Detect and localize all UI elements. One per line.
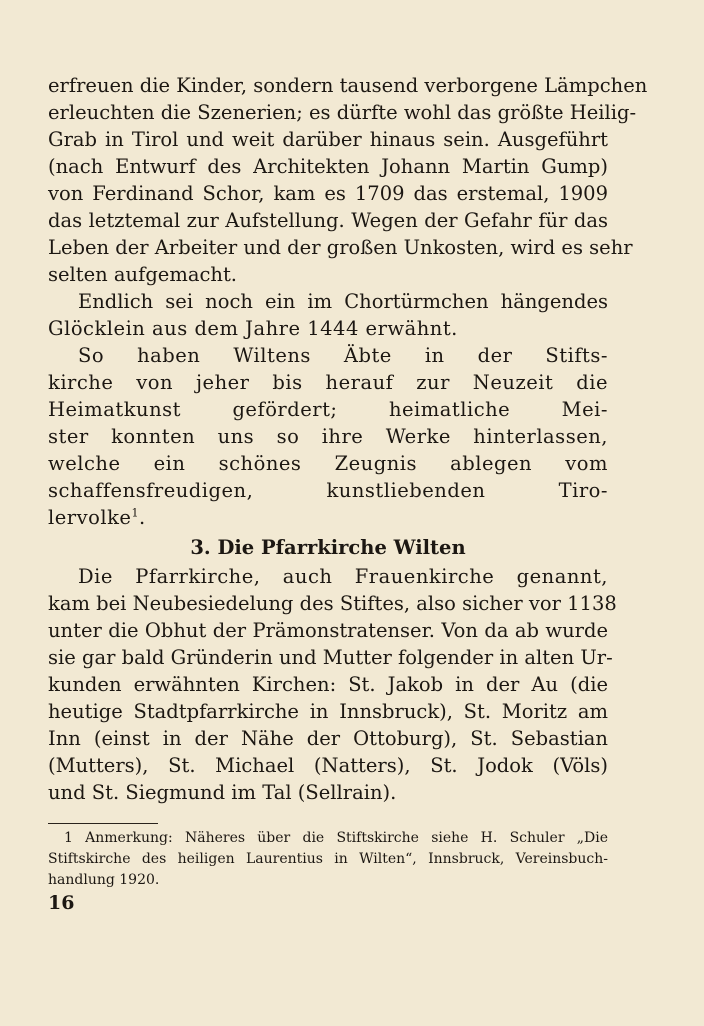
text-line: Glöcklein aus dem Jahre 1444 erwähnt. (48, 317, 458, 340)
text-line: kirche von jeher bis herauf zur Neuzeit die (48, 371, 608, 394)
text-line: So haben Wiltens Äbte in der Stifts- (78, 344, 608, 367)
section-heading: 3. Die Pfarrkirche Wilten (190, 536, 466, 559)
page-number: 16 (48, 892, 75, 914)
text-line-with-footnote: lervolke$^1$. (48, 506, 146, 529)
text-line: kunden erwähnten Kirchen: St. Jakob in der Au (die (48, 673, 608, 696)
text-line: Leben der Arbeiter und der großen Unkosten, wird es sehr (48, 236, 633, 259)
body-text (48, 72, 648, 806)
text-line: sie gar bald Gründerin und Mutter folgender in alten Ur- (48, 646, 613, 669)
text-line: Grab in Tirol und weit darüber hinaus sein. Ausgeführt (48, 128, 608, 151)
text-line: Die Pfarrkirche, auch Frauenkirche genannt, (78, 565, 608, 588)
text-line: unter die Obhut der Prämonstratenser. Von da ab wurde (48, 619, 608, 642)
text-line: ster konnten uns so ihre Werke hinterlassen, (48, 425, 608, 448)
footnote-marker: 1 (131, 506, 139, 520)
text-line: Heimatkunst gefördert; heimatliche Mei- (48, 398, 608, 421)
footnote (48, 828, 608, 891)
text-line: welche ein schönes Zeugnis ablegen vom (48, 452, 608, 475)
text-line: Endlich sei noch ein im Chortürmchen hängendes (78, 290, 608, 313)
text-line: erfreuen die Kinder, sondern tausend verborgene Lämpchen (48, 74, 648, 97)
footnote-line: Stiftskirche des heiligen Laurentius in Wilten“, Innsbruck, Vereinsbuch- (48, 851, 608, 867)
footnote-line: handlung 1920. (48, 872, 160, 888)
text-line: und St. Siegmund im Tal (Sellrain). (48, 781, 397, 804)
text-line: erleuchten die Szenerien; es dürfte wohl das größte Heilig- (48, 101, 637, 124)
text-line: (nach Entwurf des Architekten Johann Martin Gump) (48, 155, 608, 178)
text-line: das letztemal zur Aufstellung. Wegen der Gefahr für das (48, 209, 608, 232)
text-line: heutige Stadtpfarrkirche in Innsbruck), St. Moritz am (48, 700, 608, 723)
text-line: kam bei Neubesiedelung des Stiftes, also sicher vor 1138 (48, 592, 617, 615)
text-line: schaffensfreudigen, kunstliebenden Tiro- (48, 479, 608, 502)
text-line: Inn (einst in der Nähe der Ottoburg), St. Sebastian (48, 727, 608, 750)
text-line: (Mutters), St. Michael (Natters), St. Jodok (Völs) (48, 754, 608, 777)
text-line: von Ferdinand Schor, kam es 1709 das erstemal, 1909 (48, 182, 608, 205)
text-line: lervolke (48, 506, 132, 529)
footnote-rule (48, 823, 158, 824)
text-line: selten aufgemacht. (48, 263, 237, 286)
footnote-line: 1 Anmerkung: Näheres über die Stiftskirche siehe H. Schuler „Die (64, 830, 608, 846)
